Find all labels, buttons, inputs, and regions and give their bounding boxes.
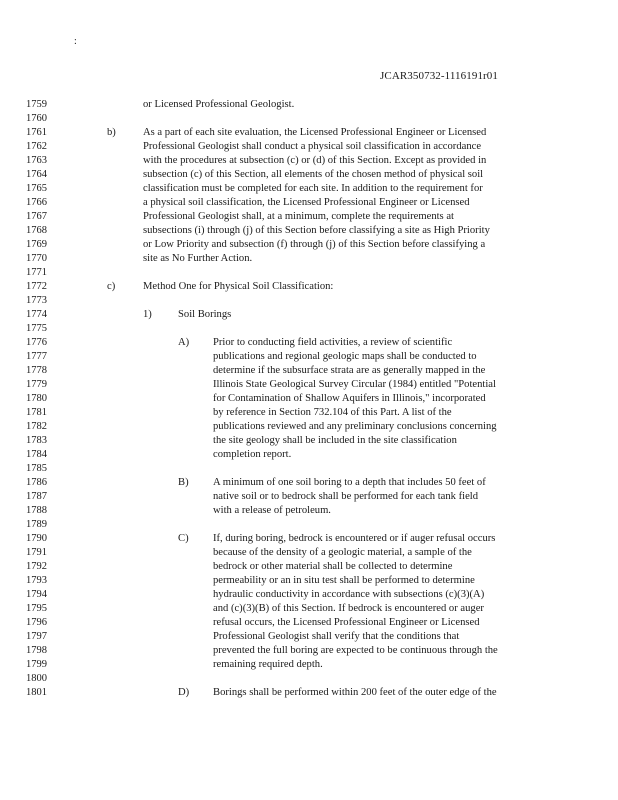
item-C-line: refusal occurs, the Licensed Professional Engineer or Licensed bbox=[213, 617, 480, 628]
item-A-line: the site geology shall be included in the site classification bbox=[213, 435, 457, 446]
item-A-line: Prior to conducting field activities, a review of scientific bbox=[213, 337, 453, 348]
line-number: 1793 bbox=[26, 575, 47, 586]
item-C-line: hydraulic conductivity in accordance with subsections (c)(3)(A) bbox=[213, 589, 485, 600]
line-number: 1773 bbox=[26, 295, 47, 306]
item-A-line: completion report. bbox=[213, 449, 292, 460]
line-number: 1787 bbox=[26, 491, 47, 502]
line-number: 1785 bbox=[26, 463, 47, 474]
line-number: 1781 bbox=[26, 407, 47, 418]
line-number: 1786 bbox=[26, 477, 47, 488]
line-number: 1760 bbox=[26, 113, 47, 124]
document-id: JCAR350732-1116191r01 bbox=[380, 70, 499, 82]
line-number: 1766 bbox=[26, 197, 47, 208]
item-A-line: determine if the subsurface strata are as generally mapped in the bbox=[213, 365, 486, 376]
line-number: 1771 bbox=[26, 267, 47, 278]
subsection-label-c: c) bbox=[107, 281, 116, 292]
line-number: 1801 bbox=[26, 687, 47, 698]
item-C-line: permeability or an in situ test shall be performed to determine bbox=[213, 575, 475, 586]
subsection-b-line: or Low Priority and subsection (f) through (j) of this Section before classifying a bbox=[143, 239, 486, 250]
line-number: 1789 bbox=[26, 519, 47, 530]
item-label-C: C) bbox=[178, 533, 189, 544]
item-A-line: publications reviewed and any preliminary conclusions concerning bbox=[213, 421, 497, 432]
item-B-line: with a release of petroleum. bbox=[213, 505, 331, 516]
line-number: 1779 bbox=[26, 379, 47, 390]
item-label-A: A) bbox=[178, 337, 190, 348]
line-number: 1784 bbox=[26, 449, 47, 460]
item-C-line: prevented the full boring are expected to be continuous through the bbox=[213, 645, 498, 656]
line-number: 1769 bbox=[26, 239, 47, 250]
line-number: 1796 bbox=[26, 617, 47, 628]
line-number: 1764 bbox=[26, 169, 47, 180]
item-label-D: D) bbox=[178, 687, 190, 698]
subsection-b-line: site as No Further Action. bbox=[143, 253, 253, 264]
line-number: 1759 bbox=[26, 99, 47, 110]
line-number: 1774 bbox=[26, 309, 47, 320]
line-number: 1794 bbox=[26, 589, 47, 600]
item-label-1: 1) bbox=[143, 309, 152, 320]
subsection-c-heading: Method One for Physical Soil Classification: bbox=[143, 281, 334, 292]
line-number: 1795 bbox=[26, 603, 47, 614]
item-B-line: native soil or to bedrock shall be performed for each tank field bbox=[213, 491, 479, 502]
line-number: 1768 bbox=[26, 225, 47, 236]
line-number: 1767 bbox=[26, 211, 47, 222]
line-number-column bbox=[26, 98, 60, 700]
line-number: 1783 bbox=[26, 435, 47, 446]
item-label-B: B) bbox=[178, 477, 189, 488]
item-A-line: by reference in Section 732.104 of this Part. A list of the bbox=[213, 407, 452, 418]
line-number: 1762 bbox=[26, 141, 47, 152]
subsection-b-line: Professional Geologist shall, at a minimum, complete the requirements at bbox=[143, 211, 454, 222]
subsection-label-b: b) bbox=[107, 127, 116, 138]
line-number: 1782 bbox=[26, 421, 47, 432]
item-C-line: and (c)(3)(B) of this Section. If bedrock is encountered or auger bbox=[213, 603, 484, 614]
subsection-b-line: subsection (c) of this Section, all elements of the chosen method of physical soil bbox=[143, 169, 484, 180]
item-C-line: remaining required depth. bbox=[213, 659, 323, 670]
line-number: 1788 bbox=[26, 505, 47, 516]
item-1-heading: Soil Borings bbox=[178, 309, 232, 320]
line-number: 1799 bbox=[26, 659, 47, 670]
line-number: 1761 bbox=[26, 127, 47, 138]
line-number: 1800 bbox=[26, 673, 47, 684]
line-number: 1797 bbox=[26, 631, 47, 642]
paragraph-line: or Licensed Professional Geologist. bbox=[143, 99, 295, 110]
subsection-b-line: Professional Geologist shall conduct a physical soil classification in accordance bbox=[143, 141, 482, 152]
line-number: 1763 bbox=[26, 155, 47, 166]
item-A-line: Illinois State Geological Survey Circular (1984) entitled "Potential bbox=[213, 379, 496, 390]
line-number: 1772 bbox=[26, 281, 47, 292]
item-A-line: for Contamination of Shallow Aquifers in Illinois," incorporated bbox=[213, 393, 486, 404]
line-number: 1776 bbox=[26, 337, 47, 348]
scan-speck: : bbox=[74, 36, 77, 47]
line-number: 1777 bbox=[26, 351, 47, 362]
line-number: 1778 bbox=[26, 365, 47, 376]
item-A-line: publications and regional geologic maps shall be conducted to bbox=[213, 351, 477, 362]
item-B-line: A minimum of one soil boring to a depth that includes 50 feet of bbox=[213, 477, 486, 488]
item-C-line: Professional Geologist shall verify that the conditions that bbox=[213, 631, 460, 642]
line-number: 1770 bbox=[26, 253, 47, 264]
subsection-b-line: subsections (i) through (j) of this Section before classifying a site as High Priority bbox=[143, 225, 490, 236]
item-C-line: bedrock or other material shall be collected to determine bbox=[213, 561, 453, 572]
line-number: 1765 bbox=[26, 183, 47, 194]
subsection-b-line: classification must be completed for each site. In addition to the requirement for bbox=[143, 183, 483, 194]
line-number: 1780 bbox=[26, 393, 47, 404]
item-C-line: If, during boring, bedrock is encountered or if auger refusal occurs bbox=[213, 533, 496, 544]
subsection-b-line: As a part of each site evaluation, the Licensed Professional Engineer or Licensed bbox=[143, 127, 487, 138]
line-number: 1790 bbox=[26, 533, 47, 544]
subsection-b-line: a physical soil classification, the Licensed Professional Engineer or Licensed bbox=[143, 197, 470, 208]
item-D-line: Borings shall be performed within 200 feet of the outer edge of the bbox=[213, 687, 497, 698]
item-C-line: because of the density of a geologic material, a sample of the bbox=[213, 547, 472, 558]
line-number: 1798 bbox=[26, 645, 47, 656]
line-number: 1791 bbox=[26, 547, 47, 558]
line-number: 1792 bbox=[26, 561, 47, 572]
subsection-b-line: with the procedures at subsection (c) or (d) of this Section. Except as provided in bbox=[143, 155, 487, 166]
line-number: 1775 bbox=[26, 323, 47, 334]
